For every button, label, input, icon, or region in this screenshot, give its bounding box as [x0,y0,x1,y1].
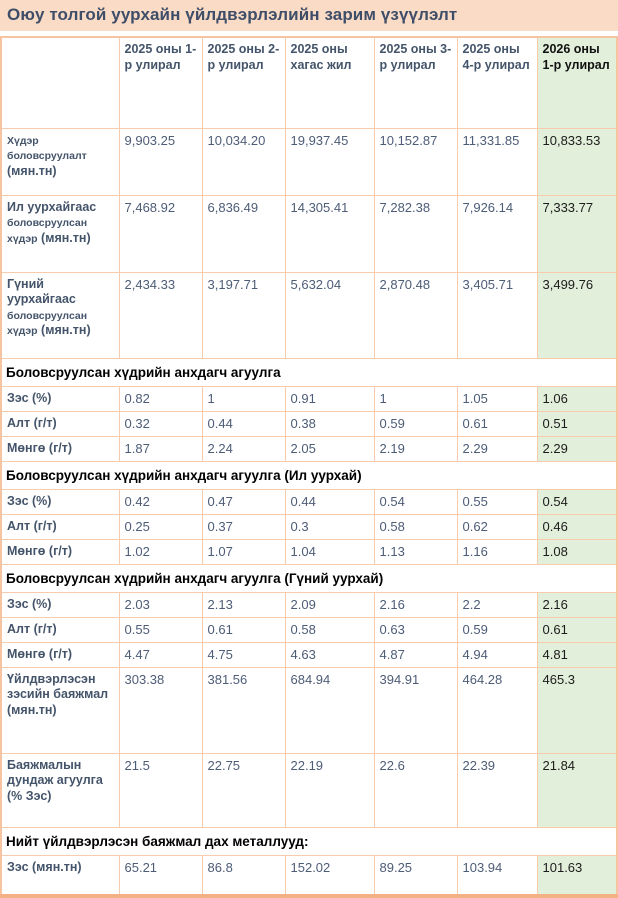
value-cell: 11,331.85 [457,128,537,195]
value-cell: 0.61 [202,617,285,642]
column-header: 2025 оны 1-р улирал [119,37,202,128]
value-cell: 7,282.38 [374,195,457,272]
row-label-segment: Мөнгө (г/т) [7,646,73,661]
value-cell: 2.03 [119,592,202,617]
value-cell: 0.63 [374,617,457,642]
row-label [1,539,119,564]
table-row [1,642,617,667]
value-cell: 381.56 [202,667,285,753]
value-cell: 0.38 [285,411,374,436]
value-cell: 1.13 [374,539,457,564]
section-title: Боловсруулсан хүдрийн анхдагч агуулга (Ил уурхай) [1,461,617,489]
value-cell: 1.08 [537,539,617,564]
table-row [1,489,617,514]
value-cell: 4.94 [457,642,537,667]
table-row [1,272,617,358]
value-cell: 0.54 [374,489,457,514]
row-label-segment: Гүний уурхайгаас [7,276,76,307]
row-label [1,592,119,617]
value-cell: 2.13 [202,592,285,617]
value-cell: 4.75 [202,642,285,667]
value-cell: 0.51 [537,411,617,436]
value-cell: 65.21 [119,855,202,896]
value-cell: 89.25 [374,855,457,896]
value-cell: 0.44 [285,489,374,514]
row-label [1,514,119,539]
value-cell: 0.42 [119,489,202,514]
value-cell: 2.09 [285,592,374,617]
row-label-segment: Зэс (%) [7,390,52,405]
value-cell: 464.28 [457,667,537,753]
value-cell: 10,833.53 [537,128,617,195]
row-label [1,411,119,436]
column-header: 2025 оны хагас жил [285,37,374,128]
value-cell: 1.05 [457,386,537,411]
value-cell: 14,305.41 [285,195,374,272]
table-header-row [1,37,617,128]
value-cell: 21.5 [119,753,202,827]
value-cell: 1.06 [537,386,617,411]
table-row [1,411,617,436]
section-title: Боловсруулсан хүдрийн анхдагч агуулга [1,358,617,386]
value-cell: 0.61 [537,617,617,642]
row-label-segment: Хүдэр боловсруулалт [7,134,87,163]
value-cell: 22.39 [457,753,537,827]
value-cell: 1.07 [202,539,285,564]
column-header: 2026 оны 1-р улирал [537,37,617,128]
section-row [1,358,617,386]
value-cell: 1.02 [119,539,202,564]
value-cell: 7,333.77 [537,195,617,272]
value-cell: 0.61 [457,411,537,436]
value-cell: 0.47 [202,489,285,514]
table-row [1,855,617,896]
row-label-segment: Үйлдвэрлэсэн зэсийн баяжмал (мян.тн) [7,671,109,717]
table-row [1,195,617,272]
row-label-segment: (мян.тн) [7,163,57,178]
value-cell: 2.05 [285,436,374,461]
value-cell: 0.32 [119,411,202,436]
corner-cell [1,37,119,128]
production-table [0,36,618,898]
table-body [1,128,617,896]
row-label [1,855,119,896]
row-label-segment: боловсруулсан хүдэр [7,309,88,338]
value-cell: 1 [202,386,285,411]
table-row [1,592,617,617]
row-label [1,128,119,195]
value-cell: 0.62 [457,514,537,539]
value-cell: 0.54 [537,489,617,514]
value-cell: 7,468.92 [119,195,202,272]
value-cell: 10,034.20 [202,128,285,195]
row-label [1,642,119,667]
value-cell: 1.16 [457,539,537,564]
value-cell: 0.59 [374,411,457,436]
value-cell: 0.58 [374,514,457,539]
row-label-segment: (мян.тн) [41,230,91,245]
row-label-segment: Мөнгө (г/т) [7,543,73,558]
row-label-segment: (мян.тн) [41,323,91,338]
section-title: Нийт үйлдвэрлэсэн баяжмал дах металлууд: [1,827,617,855]
column-header: 2025 оны 2-р улирал [202,37,285,128]
row-label [1,436,119,461]
value-cell: 2,870.48 [374,272,457,358]
value-cell: 0.55 [119,617,202,642]
value-cell: 4.47 [119,642,202,667]
row-label-segment: Алт (г/т) [7,518,57,533]
value-cell: 2.16 [537,592,617,617]
value-cell: 22.6 [374,753,457,827]
value-cell: 19,937.45 [285,128,374,195]
value-cell: 22.19 [285,753,374,827]
value-cell: 465.3 [537,667,617,753]
value-cell: 6,836.49 [202,195,285,272]
value-cell: 1.04 [285,539,374,564]
row-label [1,386,119,411]
value-cell: 2.24 [202,436,285,461]
value-cell: 0.25 [119,514,202,539]
table-row [1,617,617,642]
value-cell: 3,499.76 [537,272,617,358]
row-label [1,272,119,358]
table-row [1,386,617,411]
section-row [1,461,617,489]
value-cell: 1.87 [119,436,202,461]
value-cell: 22.75 [202,753,285,827]
value-cell: 0.91 [285,386,374,411]
value-cell: 0.3 [285,514,374,539]
value-cell: 0.55 [457,489,537,514]
value-cell: 5,632.04 [285,272,374,358]
value-cell: 1 [374,386,457,411]
column-header: 2025 оны 4-р улирал [457,37,537,128]
value-cell: 0.44 [202,411,285,436]
row-label-segment: боловсруулсан хүдэр [7,217,88,245]
value-cell: 4.81 [537,642,617,667]
table-row [1,128,617,195]
table-row [1,514,617,539]
row-label [1,617,119,642]
page-title: Оюу толгой уурхайн үйлдвэрлэлийн зарим үзүүлэлт [0,0,618,31]
value-cell: 86.8 [202,855,285,896]
row-label [1,667,119,753]
row-label-segment: Алт (г/т) [7,621,57,636]
value-cell: 4.87 [374,642,457,667]
value-cell: 152.02 [285,855,374,896]
value-cell: 7,926.14 [457,195,537,272]
value-cell: 2.19 [374,436,457,461]
section-row [1,564,617,592]
value-cell: 0.37 [202,514,285,539]
row-label-segment: Зэс (мян.тн) [7,859,82,874]
section-row [1,827,617,855]
table-row [1,539,617,564]
value-cell: 0.58 [285,617,374,642]
value-cell: 3,405.71 [457,272,537,358]
value-cell: 4.63 [285,642,374,667]
value-cell: 2.16 [374,592,457,617]
table-row [1,436,617,461]
value-cell: 10,152.87 [374,128,457,195]
row-label-segment: Алт (г/т) [7,415,57,430]
value-cell: 2,434.33 [119,272,202,358]
row-label-segment: Зэс (%) [7,493,52,508]
value-cell: 103.94 [457,855,537,896]
value-cell: 394.91 [374,667,457,753]
value-cell: 2.2 [457,592,537,617]
section-title: Боловсруулсан хүдрийн анхдагч агуулга (Гүний уурхай) [1,564,617,592]
value-cell: 303.38 [119,667,202,753]
value-cell: 21.84 [537,753,617,827]
column-header: 2025 оны 3-р улирал [374,37,457,128]
value-cell: 9,903.25 [119,128,202,195]
value-cell: 0.59 [457,617,537,642]
row-label-segment: Ил уурхайгаас [7,199,97,214]
value-cell: 3,197.71 [202,272,285,358]
value-cell: 684.94 [285,667,374,753]
value-cell: 0.46 [537,514,617,539]
value-cell: 2.29 [457,436,537,461]
value-cell: 101.63 [537,855,617,896]
row-label [1,489,119,514]
row-label-segment: Баяжмалын дундаж агуулга (% Зэс) [7,757,103,803]
row-label [1,195,119,272]
row-label-segment: Зэс (%) [7,596,52,611]
row-label [1,753,119,827]
table-row [1,667,617,753]
table-row [1,753,617,827]
value-cell: 2.29 [537,436,617,461]
value-cell: 0.82 [119,386,202,411]
row-label-segment: Мөнгө (г/т) [7,440,73,455]
